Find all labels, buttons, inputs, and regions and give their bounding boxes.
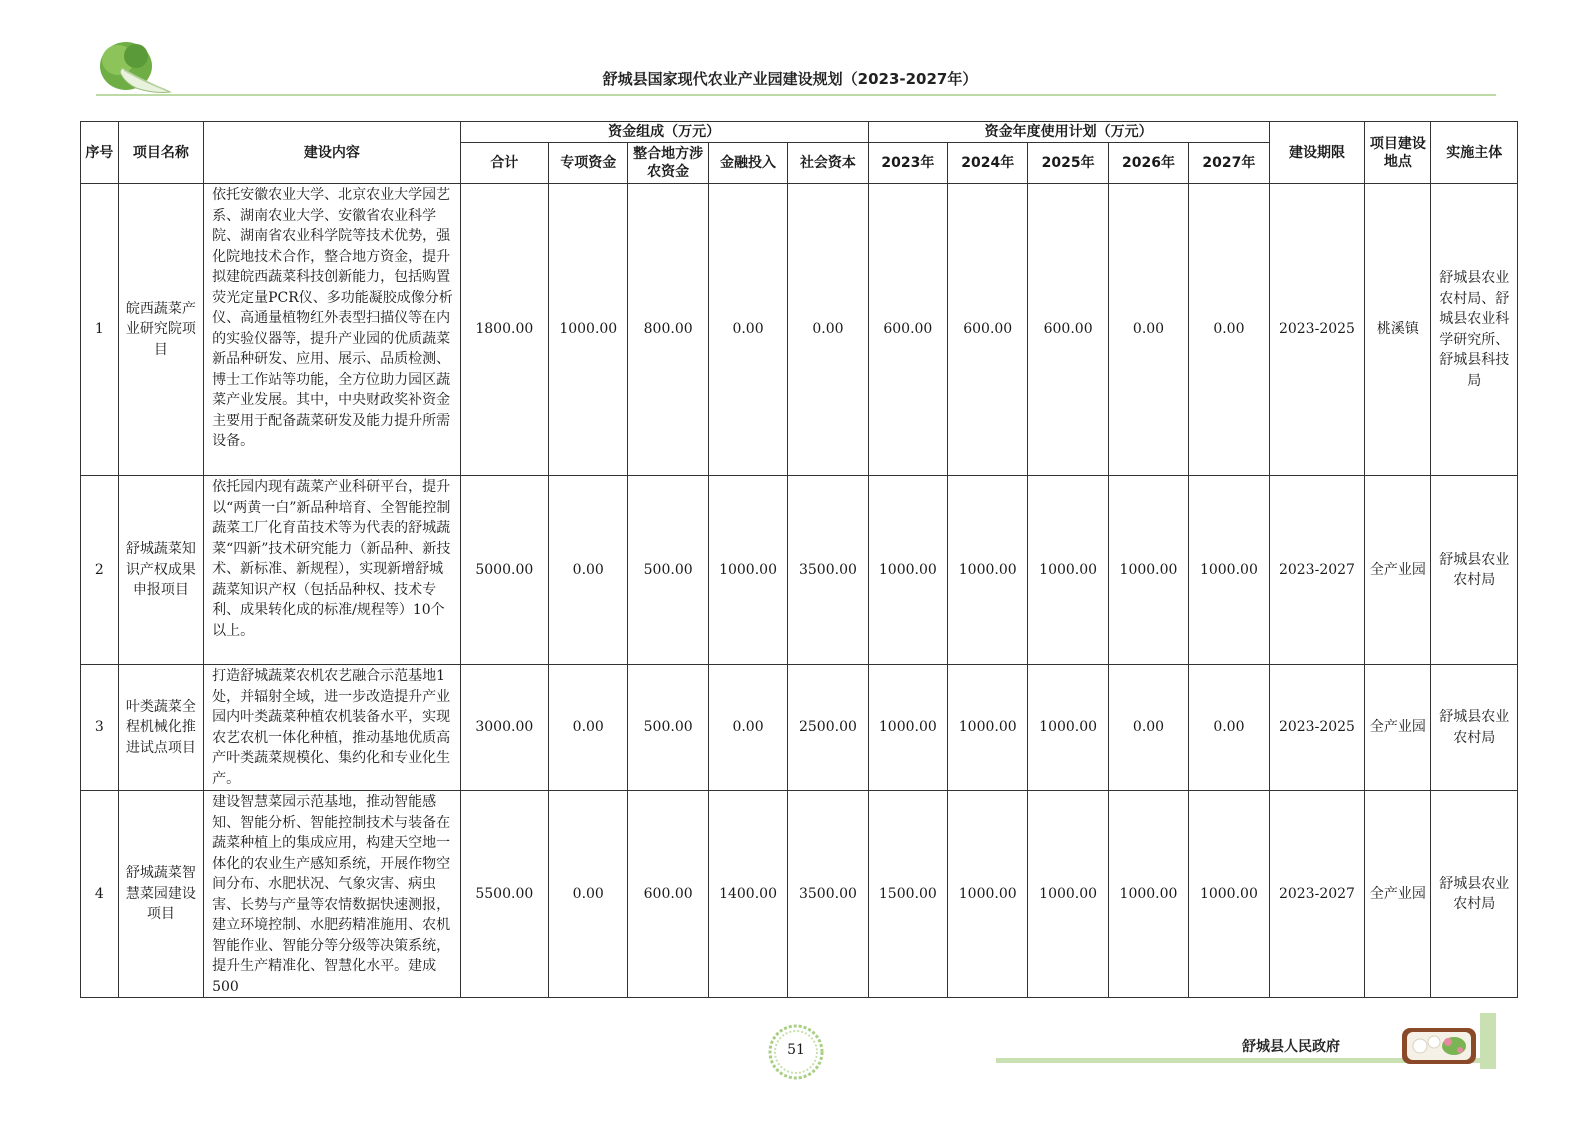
header-special: 专项资金 [549,143,628,184]
row-location: 全产业园 [1365,665,1431,791]
row-2025: 600.00 [1028,184,1108,476]
row-2024: 1000.00 [948,476,1028,665]
row-2026: 0.00 [1108,184,1188,476]
header-finance: 金融投入 [708,143,787,184]
row-name: 舒城蔬菜知识产权成果申报项目 [118,476,203,665]
row-content: 打造舒城蔬菜农机农艺融合示范基地1处，并辐射全域，进一步改造提升产业园内叶类蔬菜种植农机装备水平，实现农艺农机一体化种植，推动基地优质高产叶类蔬菜规模化、集约化和专业化生产。 [204,665,460,791]
row-entity: 舒城县农业农村局 [1431,791,1518,998]
row-finance: 0.00 [708,665,787,791]
row-2027: 1000.00 [1189,476,1269,665]
row-finance: 0.00 [708,184,787,476]
header-total: 合计 [460,143,549,184]
table-row [81,476,1518,665]
row-2023: 1000.00 [868,665,947,791]
row-content: 建设智慧菜园示范基地，推动智能感知、智能分析、智能控制技术与装备在蔬菜种植上的集成应用，构建天空地一体化的农业生产感知系统，开展作物空间分布、水肥状况、气象灾害、病虫害、长势与产量等农情数据快速测报，建立环境控制、水肥药精准施用、农机智能作业、智能分等分级等决策系统，提升生产精准化、智慧化水平。建成500 [204,791,460,998]
page-header-title: 舒城县国家现代农业产业园建设规划（2023-2027年） [602,70,978,88]
table-row [81,184,1518,476]
row-total: 5000.00 [460,476,549,665]
row-special: 0.00 [549,665,628,791]
row-2024: 600.00 [948,184,1028,476]
row-2026: 0.00 [1108,665,1188,791]
row-2026: 1000.00 [1108,791,1188,998]
row-content: 依托园内现有蔬菜产业科研平台，提升以“两黄一白”新品种培育、全智能控制蔬菜工厂化育苗技术等为代表的舒城蔬菜“四新”技术研究能力（新品种、新技术、新标准、新规程），实现新增舒城蔬菜知识产权（包括品种权、技术专利、成果转化成的标准/规程等）10个以上。 [204,476,460,665]
footer-organization: 舒城县人民政府 [1242,1039,1340,1055]
row-2027: 1000.00 [1189,791,1269,998]
header-location: 项目建设地点 [1365,122,1431,184]
footer-accent-bar [1480,1013,1496,1069]
row-entity: 舒城县农业农村局 [1431,476,1518,665]
row-2023: 600.00 [868,184,947,476]
row-2025: 1000.00 [1028,791,1108,998]
row-total: 5500.00 [460,791,549,998]
row-2024: 1000.00 [948,791,1028,998]
row-total: 1800.00 [460,184,549,476]
row-entity: 舒城县农业农村局、舒城县农业科学研究所、舒城县科技局 [1431,184,1518,476]
row-content: 依托安徽农业大学、北京农业大学园艺系、湖南农业大学、安徽省农业科学院、湖南省农业科学院等技术优势，强化院地技术合作，整合地方资金，提升拟建皖西蔬菜科技创新能力，包括购置荧光定量PCR仪、多功能凝胶成像分析仪、高通量植物红外表型扫描仪等在内的实验仪器等，提升产业园的优质蔬菜新品种研发、应用、展示、品质检测、博士工作站等功能，全方位助力园区蔬菜产业发展。其中，中央财政奖补资金主要用于配备蔬菜研发及能力提升所需设备。 [204,184,460,476]
header-entity: 实施主体 [1431,122,1518,184]
header-funding-group: 资金组成（万元） [460,122,868,143]
row-finance: 1400.00 [708,791,787,998]
row-2025: 1000.00 [1028,665,1108,791]
row-2023: 1000.00 [868,476,947,665]
page-number: 51 [787,1042,805,1058]
vegetable-tray-icon [1400,1022,1478,1068]
row-name: 舒城蔬菜智慧菜园建设项目 [118,791,203,998]
row-social: 3500.00 [788,791,868,998]
header-2023: 2023年 [868,143,947,184]
row-entity: 舒城县农业农村局 [1431,665,1518,791]
row-index: 2 [81,476,119,665]
row-2024: 1000.00 [948,665,1028,791]
row-name: 皖西蔬菜产业研究院项目 [118,184,203,476]
row-location: 桃溪镇 [1365,184,1431,476]
row-period: 2023-2025 [1269,184,1365,476]
row-2023: 1500.00 [868,791,947,998]
header-social: 社会资本 [788,143,868,184]
header-annual-group: 资金年度使用计划（万元） [868,122,1269,143]
header-content: 建设内容 [204,122,460,184]
row-2026: 1000.00 [1108,476,1188,665]
header-name: 项目名称 [118,122,203,184]
row-2027: 0.00 [1189,184,1269,476]
header-divider [96,94,1496,96]
project-budget-table [80,121,1518,998]
row-location: 全产业园 [1365,791,1431,998]
header-2027: 2027年 [1189,143,1269,184]
row-period: 2023-2025 [1269,665,1365,791]
table-row [81,665,1518,791]
header-integrated: 整合地方涉农资金 [628,143,708,184]
header-index: 序号 [81,122,119,184]
header-2024: 2024年 [948,143,1028,184]
row-integrated: 500.00 [628,476,708,665]
row-period: 2023-2027 [1269,791,1365,998]
row-integrated: 600.00 [628,791,708,998]
row-total: 3000.00 [460,665,549,791]
row-name: 叶类蔬菜全程机械化推进试点项目 [118,665,203,791]
row-social: 2500.00 [788,665,868,791]
row-location: 全产业园 [1365,476,1431,665]
row-social: 0.00 [788,184,868,476]
row-2027: 0.00 [1189,665,1269,791]
row-finance: 1000.00 [708,476,787,665]
row-special: 0.00 [549,476,628,665]
row-period: 2023-2027 [1269,476,1365,665]
row-integrated: 800.00 [628,184,708,476]
header-2026: 2026年 [1108,143,1188,184]
row-special: 0.00 [549,791,628,998]
cabbage-logo-icon [96,38,174,96]
row-social: 3500.00 [788,476,868,665]
row-index: 4 [81,791,119,998]
row-integrated: 500.00 [628,665,708,791]
row-index: 3 [81,665,119,791]
row-index: 1 [81,184,119,476]
header-2025: 2025年 [1028,143,1108,184]
table-row [81,791,1518,998]
row-2025: 1000.00 [1028,476,1108,665]
row-special: 1000.00 [549,184,628,476]
header-period: 建设期限 [1269,122,1365,184]
